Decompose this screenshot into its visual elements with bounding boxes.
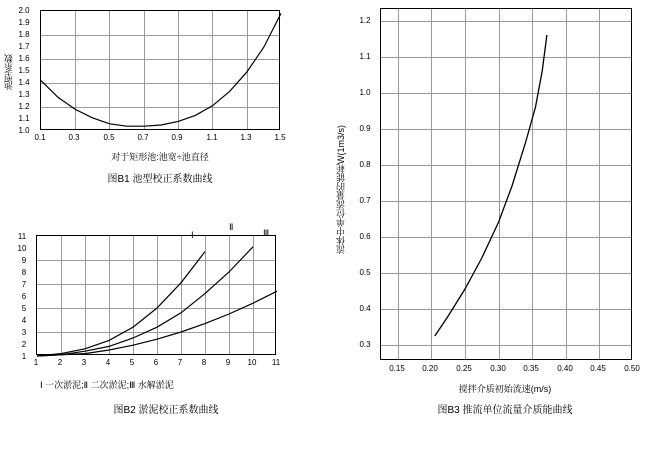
f2-xtick-0: 1 [33,358,39,367]
f1-xtick-1: 0.3 [68,133,80,142]
f2-curve-label-III: Ⅲ [263,228,270,238]
f2-plot-area [36,222,276,355]
f3-curve-energy [435,35,547,336]
f3-xtick-7: 0.50 [624,364,640,373]
f3-ytick-0: 0.3 [359,340,371,349]
f2-xtick-1: 2 [57,358,63,367]
f2-ytick-0: 1 [21,352,27,361]
f1-xtick-2: 0.5 [103,133,115,142]
f3-xtick-4: 0.35 [523,364,539,373]
figure-b3 [330,0,658,430]
f2-xtick-4: 5 [129,358,135,367]
f2-ytick-1: 2 [21,340,27,349]
f3-xtick-6: 0.45 [590,364,606,373]
f2-curve-label-I: Ⅰ [191,230,194,240]
f2-ytick-8: 9 [21,256,27,265]
f2-caption: 图B2 淤泥校正系数曲线 [113,405,219,416]
f3-ytick-4: 0.7 [359,196,371,205]
f1-ytick-9: 1.9 [18,18,30,27]
f1-ytick-7: 1.7 [18,42,30,51]
f1-plot-area [40,10,280,130]
f1-ytick-4: 1.4 [18,78,30,87]
f2-ytick-6: 7 [21,280,27,289]
f1-curve-pool-factor [41,13,281,126]
f1-xtick-0: 0.1 [34,133,46,142]
f1-ytick-10: 2.0 [18,6,30,15]
figure-b2 [0,215,320,416]
f2-xtick-5: 6 [153,358,159,367]
f2-curves-svg [37,236,277,356]
f1-curve-svg [41,11,281,131]
f2-ytick-7: 8 [21,268,27,277]
f2-xtick-3: 4 [105,358,111,367]
f3-ytick-2: 0.5 [359,268,371,277]
f3-ytick-7: 1.0 [359,88,371,97]
f2-xtick-6: 7 [177,358,183,367]
f3-ytick-3: 0.6 [359,232,371,241]
f1-xtick-7: 1.5 [274,133,286,142]
f3-curve-svg [381,9,633,361]
f1-ytick-2: 1.2 [18,102,30,111]
f3-xtick-5: 0.40 [557,364,573,373]
f1-xtick-3: 0.7 [137,133,149,142]
f3-xtick-0: 0.15 [389,364,405,373]
f2-ytick-5: 6 [21,292,27,301]
f1-ytick-6: 1.6 [18,54,30,63]
f3-ytick-9: 1.2 [359,16,371,25]
f3-xtick-1: 0.20 [422,364,438,373]
f1-ytick-8: 1.8 [18,30,30,39]
f1-ytick-1: 1.1 [18,114,30,123]
figure-b1 [0,0,320,190]
f3-caption: 图B3 推流单位流量介质能曲线 [437,405,573,416]
f3-ytick-5: 0.8 [359,160,371,169]
f2-ytick-3: 4 [21,316,27,325]
f2-curve-label-II: Ⅱ [229,222,234,232]
f2-xtick-10: 11 [271,358,281,367]
f3-ytick-8: 1.1 [359,52,371,61]
f3-xtick-2: 0.25 [456,364,472,373]
f2-xtick-9: 10 [247,358,257,367]
f3-x-axis-title: 搅拌介质初始流速(m/s) [458,384,552,394]
f1-x-axis-title: 对于矩形池:池宽÷池直径 [111,152,209,162]
f3-ytick-1: 0.4 [359,304,371,313]
f1-y-axis-title: 池型系数 [4,54,14,90]
f2-curve-III [37,291,277,356]
f2-legend-note: Ⅰ 一次淤泥;Ⅱ 二次淤泥;Ⅲ 水解淤泥 [40,380,174,390]
f2-ytick-2: 3 [21,328,27,337]
f1-ytick-3: 1.3 [18,90,30,99]
f1-ytick-5: 1.5 [18,66,30,75]
f3-plot-area [380,8,632,360]
f2-curve-I [37,252,205,356]
f1-xtick-6: 1.3 [240,133,252,142]
f3-ytick-6: 0.9 [359,124,371,133]
f2-xtick-8: 9 [225,358,231,367]
f3-xtick-3: 0.30 [490,364,506,373]
f1-ytick-0: 1.0 [18,126,30,135]
f1-xtick-4: 0.9 [171,133,183,142]
f2-xtick-7: 8 [201,358,207,367]
f1-caption: 图B1 池型校正系数曲线 [107,174,213,185]
f2-xtick-2: 3 [81,358,87,367]
f3-y-axis-title: 流体中单位流量的能耗W(1m3/s) [336,125,346,255]
f2-ytick-4: 5 [21,304,27,313]
f1-xtick-5: 1.1 [206,133,218,142]
f2-curve-II [37,247,253,356]
f2-ytick-10: 11 [17,232,27,241]
f2-ytick-9: 10 [17,244,27,253]
